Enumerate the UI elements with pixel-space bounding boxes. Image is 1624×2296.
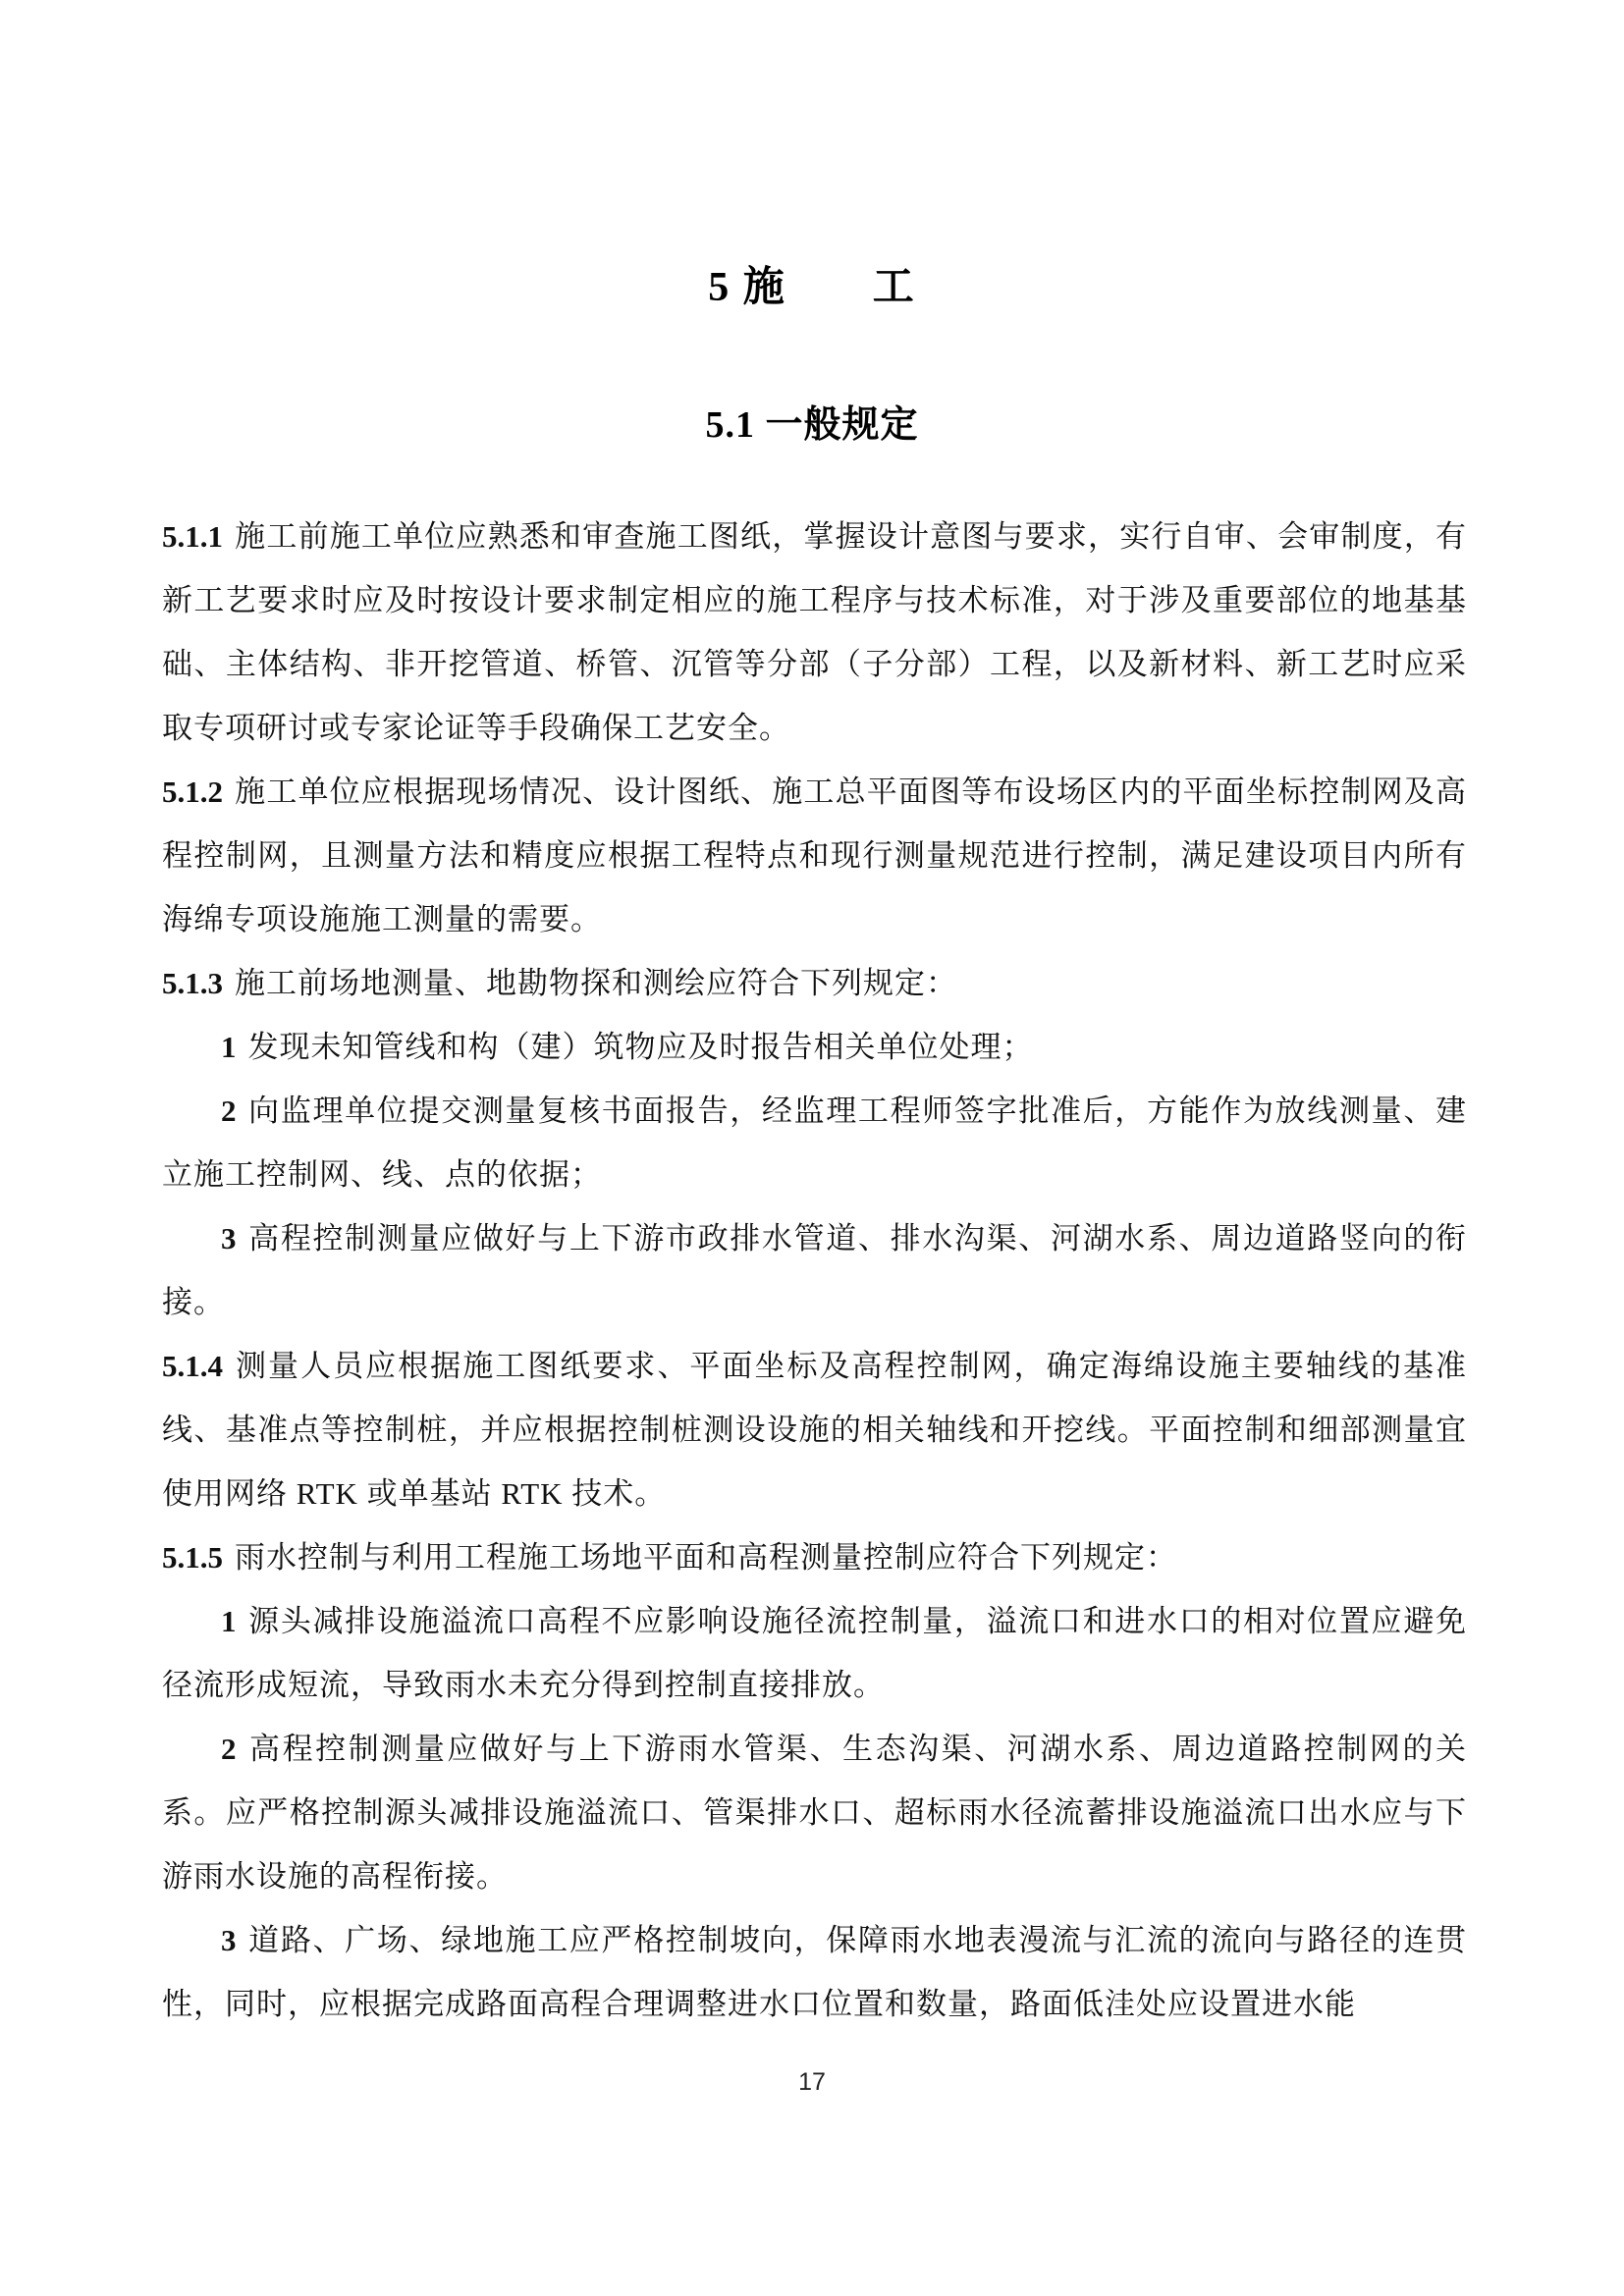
paragraph <box>162 1908 1467 2036</box>
clause-number: 3 <box>221 1221 237 1255</box>
section-title: 5.1 一般规定 <box>705 404 919 446</box>
paragraph <box>162 760 1467 951</box>
clause-text: 高程控制测量应做好与上下游雨水管渠、生态沟渠、河湖水系、周边道路控制网的关系。应严格控制源头减排设施溢流口、管渠排水口、超标雨水径流蓄排设施溢流口出水应与下游雨水设施的高程衔接。 <box>162 1732 1467 1894</box>
paragraph <box>162 1589 1467 1717</box>
clause-number: 5.1.3 <box>162 966 223 1000</box>
clause-text: 施工前场地测量、地勘物探和测绘应符合下列规定： <box>235 966 957 1000</box>
clause-text: 雨水控制与利用工程施工场地平面和高程测量控制应符合下列规定： <box>235 1540 1177 1575</box>
clause-number: 5.1.5 <box>162 1540 223 1575</box>
clause-text: 道路、广场、绿地施工应严格控制坡向，保障雨水地表漫流与汇流的流向与路径的连贯性，同时，应根据完成路面高程合理调整进水口位置和数量，路面低洼处应设置进水能 <box>162 1923 1467 2021</box>
clause-number: 5.1.1 <box>162 519 223 554</box>
clause-text: 向监理单位提交测量复核书面报告，经监理工程师签字批准后，方能作为放线测量、建立施工控制网、线、点的依据； <box>162 1094 1467 1192</box>
clause-number: 2 <box>221 1094 237 1128</box>
paragraph <box>162 1079 1467 1206</box>
paragraph <box>162 505 1467 760</box>
paragraph <box>162 1015 1467 1079</box>
clause-number: 1 <box>221 1604 237 1638</box>
paragraph <box>162 1717 1467 1908</box>
paragraph <box>162 1206 1467 1334</box>
paragraph <box>162 951 1467 1015</box>
clause-number: 1 <box>221 1030 237 1064</box>
clause-text: 高程控制测量应做好与上下游市政排水管道、排水沟渠、河湖水系、周边道路竖向的衔接。 <box>162 1221 1467 1319</box>
page-number: 17 <box>798 2068 826 2096</box>
document-body <box>162 505 1467 2036</box>
clause-text: 源头减排设施溢流口高程不应影响设施径流控制量，溢流口和进水口的相对位置应避免径流形成短流，导致雨水未充分得到控制直接排放。 <box>162 1604 1467 1702</box>
clause-number: 5.1.4 <box>162 1349 223 1383</box>
clause-number: 3 <box>221 1923 237 1957</box>
paragraph <box>162 1334 1467 1525</box>
clause-number: 2 <box>221 1732 237 1766</box>
clause-text: 施工前施工单位应熟悉和审查施工图纸，掌握设计意图与要求，实行自审、会审制度，有新工艺要求时应及时按设计要求制定相应的施工程序与技术标准，对于涉及重要部位的地基基础、主体结构、非开挖管道、桥管、沉管等分部（子分部）工程，以及新材料、新工艺时应采取专项研讨或专家论证等手段确保工艺安全。 <box>162 519 1467 745</box>
paragraph <box>162 1525 1467 1589</box>
chapter-title: 5 施 工 <box>708 265 916 310</box>
clause-text: 测量人员应根据施工图纸要求、平面坐标及高程控制网，确定海绵设施主要轴线的基准线、基准点等控制桩，并应根据控制桩测设设施的相关轴线和开挖线。平面控制和细部测量宜使用网络 RTK 或单基站 RTK 技术。 <box>162 1349 1467 1511</box>
clause-text: 施工单位应根据现场情况、设计图纸、施工总平面图等布设场区内的平面坐标控制网及高程控制网，且测量方法和精度应根据工程特点和现行测量规范进行控制，满足建设项目内所有海绵专项设施施工测量的需要。 <box>162 774 1467 936</box>
clause-number: 5.1.2 <box>162 774 223 809</box>
clause-text: 发现未知管线和构（建）筑物应及时报告相关单位处理； <box>247 1030 1034 1064</box>
